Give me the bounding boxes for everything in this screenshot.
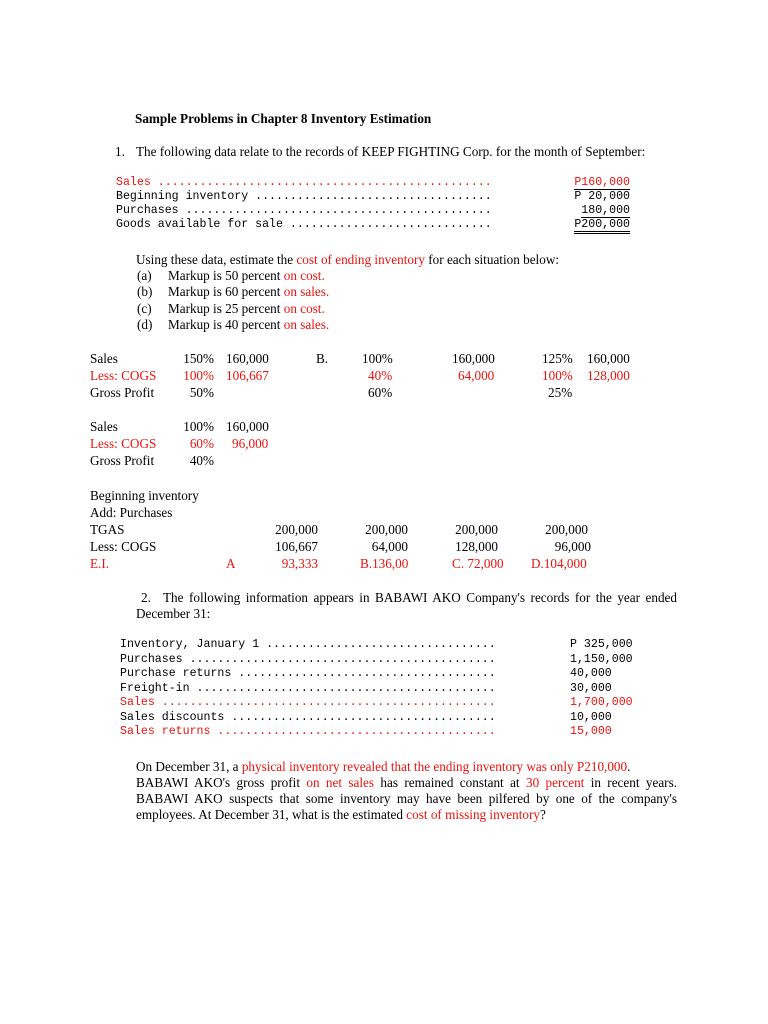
work-amount: 160,000 (226, 351, 269, 366)
ei-add-purchases-label: Add: Purchases (90, 505, 173, 520)
ei-tgas-value: 200,000 (455, 522, 498, 537)
work-cogs-label: Less: COGS (90, 436, 157, 451)
work-pct: 100% (183, 419, 214, 434)
ei-tgas-label: TGAS (90, 522, 125, 537)
work-pct: 100% (183, 368, 214, 383)
work-amount: 160,000 (452, 351, 495, 366)
ledger-2-value: 1,150,000 (570, 653, 633, 666)
ei-cogs-value: 106,667 (275, 539, 318, 554)
item-text: Markup is 50 percent on cost. (168, 268, 325, 283)
item-letter: (d) (137, 317, 153, 332)
ledger-2-label: Inventory, January 1 ................................. (120, 638, 496, 651)
work-gp-label: Gross Profit (90, 385, 155, 400)
ledger-2-value: 15,000 (570, 725, 612, 738)
ledger-1-value: P 20,000 (574, 190, 630, 203)
ei-value: B.136,00 (360, 556, 409, 571)
ei-value: C. 72,000 (452, 556, 504, 571)
ei-value: 93,333 (281, 556, 318, 571)
work-gp-label: Gross Profit (90, 453, 155, 468)
ei-tgas-value: 200,000 (275, 522, 318, 537)
item-text: Markup is 25 percent on cost. (168, 301, 325, 316)
problem-1-intro: The following data relate to the records of KEEP FIGHTING Corp. for the month of September: (136, 144, 646, 159)
work-pct: 125% (542, 351, 573, 366)
ledger-2-label: Sales returns ........................................ (120, 725, 496, 738)
ledger-2-value: P 325,000 (570, 638, 633, 651)
ledger-2-label: Freight-in ........................................... (120, 682, 496, 695)
ledger-2-value: 10,000 (570, 711, 612, 724)
problem-1-number: 1. (115, 144, 125, 159)
page-title: Sample Problems in Chapter 8 Inventory Estimation (135, 111, 432, 126)
work-cogs-label: Less: COGS (90, 368, 157, 383)
ei-cogs-value: 64,000 (371, 539, 408, 554)
ei-beg-inv-label: Beginning inventory (90, 488, 199, 503)
item-letter: (a) (137, 268, 152, 283)
work-amount: 106,667 (226, 368, 269, 383)
ledger-1-label: Goods available for sale ............................. (116, 218, 492, 231)
ledger-2-label: Purchases ............................................ (120, 653, 496, 666)
ei-tgas-value: 200,000 (545, 522, 588, 537)
ei-cogs-value: 128,000 (455, 539, 498, 554)
work-pct: 50% (189, 385, 214, 400)
item-letter: (b) (137, 284, 153, 299)
problem-2-number: 2. (141, 590, 151, 605)
problem-2-para-line: BABAWI AKO's gross profit on net sales has remained constant at 30 percent in recent years. (136, 775, 678, 790)
problem-2-para-line: On December 31, a physical inventory revealed that the ending inventory was only P210,000. (136, 759, 631, 774)
ledger-1-label: Purchases ............................................ (116, 204, 492, 217)
ledger-2-value: 30,000 (570, 682, 612, 695)
work-pct: 40% (368, 368, 393, 383)
ei-letter-a: A (226, 556, 236, 571)
problem-2-intro: The following information appears in BABAWI AKO Company's records for the year ended (163, 590, 677, 605)
work-pct: 100% (542, 368, 573, 383)
work-amount: 160,000 (226, 419, 269, 434)
work-pct: 150% (183, 351, 214, 366)
work-pct: 60% (368, 385, 393, 400)
work-amount: 96,000 (232, 436, 269, 451)
ledger-2-value: 1,700,000 (570, 696, 633, 709)
problem-2-para-line: employees. At December 31, what is the estimated cost of missing inventory? (136, 807, 546, 822)
ledger-1-value: 180,000 (581, 204, 630, 217)
ledger-2-value: 40,000 (570, 667, 612, 680)
work-pct: 25% (548, 385, 573, 400)
ei-tgas-value: 200,000 (365, 522, 408, 537)
ledger-2-label: Sales ................................................ (120, 696, 496, 709)
work-b-label: B. (316, 351, 329, 366)
ei-value: D.104,000 (531, 556, 587, 571)
ledger-1-value: P200,000 (548, 219, 630, 231)
work-sales-label: Sales (90, 351, 118, 366)
ledger-1-label: Sales ................................................ (116, 176, 492, 189)
problem-2-para-line: BABAWI AKO suspects that some inventory may have been pilfered by one of the company's (136, 791, 677, 806)
work-sales-label: Sales (90, 419, 118, 434)
work-amount: 128,000 (587, 368, 630, 383)
ledger-1-value: P160,000 (574, 176, 630, 189)
work-amount: 64,000 (458, 368, 495, 383)
problem-2-intro-cont: December 31: (136, 606, 211, 621)
ledger-1-label: Beginning inventory .................................. (116, 190, 492, 203)
ledger-2-label: Sales discounts ...................................... (120, 711, 496, 724)
ei-label: E.I. (90, 556, 110, 571)
ei-cogs-label: Less: COGS (90, 539, 157, 554)
item-letter: (c) (137, 301, 152, 316)
work-pct: 40% (189, 453, 214, 468)
item-text: Markup is 60 percent on sales. (168, 284, 330, 299)
work-amount: 160,000 (587, 351, 630, 366)
work-pct: 100% (362, 351, 393, 366)
item-text: Markup is 40 percent on sales. (168, 317, 330, 332)
work-pct: 60% (189, 436, 214, 451)
problem-1-question: Using these data, estimate the cost of ending inventory for each situation below: (136, 252, 560, 267)
ledger-2-label: Purchase returns ..................................... (120, 667, 496, 680)
ei-cogs-value: 96,000 (554, 539, 591, 554)
